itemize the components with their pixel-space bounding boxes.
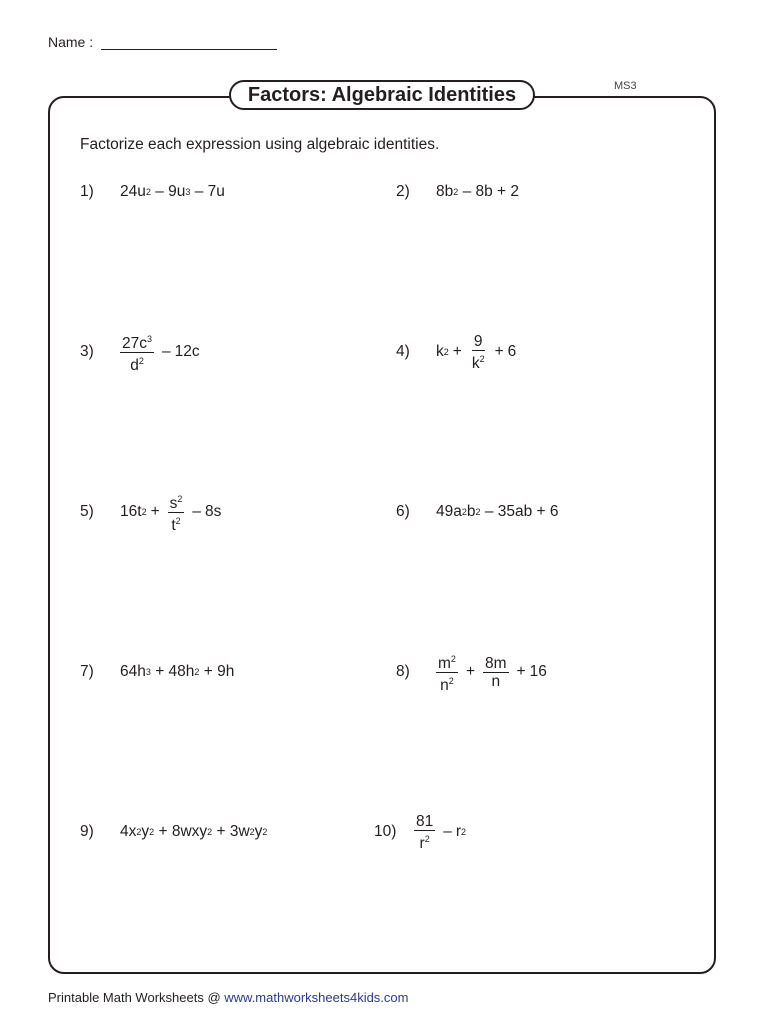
problem-4 xyxy=(396,332,516,372)
problem-6 xyxy=(396,492,559,532)
footer-link[interactable]: www.mathworksheets4kids.com xyxy=(224,990,409,1005)
problem-7 xyxy=(80,652,234,692)
problem-number: 2) xyxy=(396,183,410,200)
instruction-text: Factorize each expression using algebraic identities. xyxy=(80,136,440,153)
problem-8 xyxy=(396,652,547,692)
problem-expression: 16t 2 + $\frac{s^2}{t^2}$ – 8s xyxy=(120,491,221,534)
problem-3 xyxy=(80,332,200,372)
problem-expression: 4x 2 y 2 + 8wxy 2 + 3w 2 y 2 xyxy=(120,823,268,840)
problem-number: 7) xyxy=(80,663,94,680)
problem-number: 1) xyxy=(80,183,94,200)
footer-text: Printable Math Worksheets @ xyxy=(48,990,225,1005)
name-label: Name : xyxy=(48,34,94,50)
problem-number: 3) xyxy=(80,343,94,360)
problem-5 xyxy=(80,492,221,532)
problem-number: 9) xyxy=(80,823,94,840)
problem-expression: 8b 2 – 8b + 2 xyxy=(436,183,520,200)
problem-number: 4) xyxy=(396,343,410,360)
problem-10 xyxy=(374,812,466,852)
problem-number: 6) xyxy=(396,503,410,520)
problem-expression: $\frac{27c^3}{d^2}$ – 12c xyxy=(120,331,200,374)
footer xyxy=(48,990,408,1005)
problem-number: 5) xyxy=(80,503,94,520)
problem-1 xyxy=(80,172,225,212)
name-field[interactable] xyxy=(101,35,277,50)
problem-9 xyxy=(80,812,267,852)
worksheet-title: Factors: Algebraic Identities xyxy=(229,80,535,110)
problem-expression: 24u 2 – 9u 3 – 7u xyxy=(120,183,225,200)
problem-expression: k 2 + $\frac{9}{k^2}$ + 6 xyxy=(436,332,517,372)
worksheet-code: MS3 xyxy=(614,80,637,92)
name-row xyxy=(48,34,277,50)
problem-number: 8) xyxy=(396,663,410,680)
problem-expression: 64h 3 + 48h 2 + 9h xyxy=(120,663,235,680)
problem-number: 10) xyxy=(374,823,397,840)
problem-expression: 49a 2 b 2 – 35ab + 6 xyxy=(436,503,559,520)
problem-expression: $\frac{81}{r^2}$ – r 2 xyxy=(416,812,467,852)
problem-expression: $\frac{m^2}{n^2}$ + $\frac{8m}{n}$ + 16 xyxy=(436,651,547,694)
problem-2 xyxy=(396,172,519,212)
